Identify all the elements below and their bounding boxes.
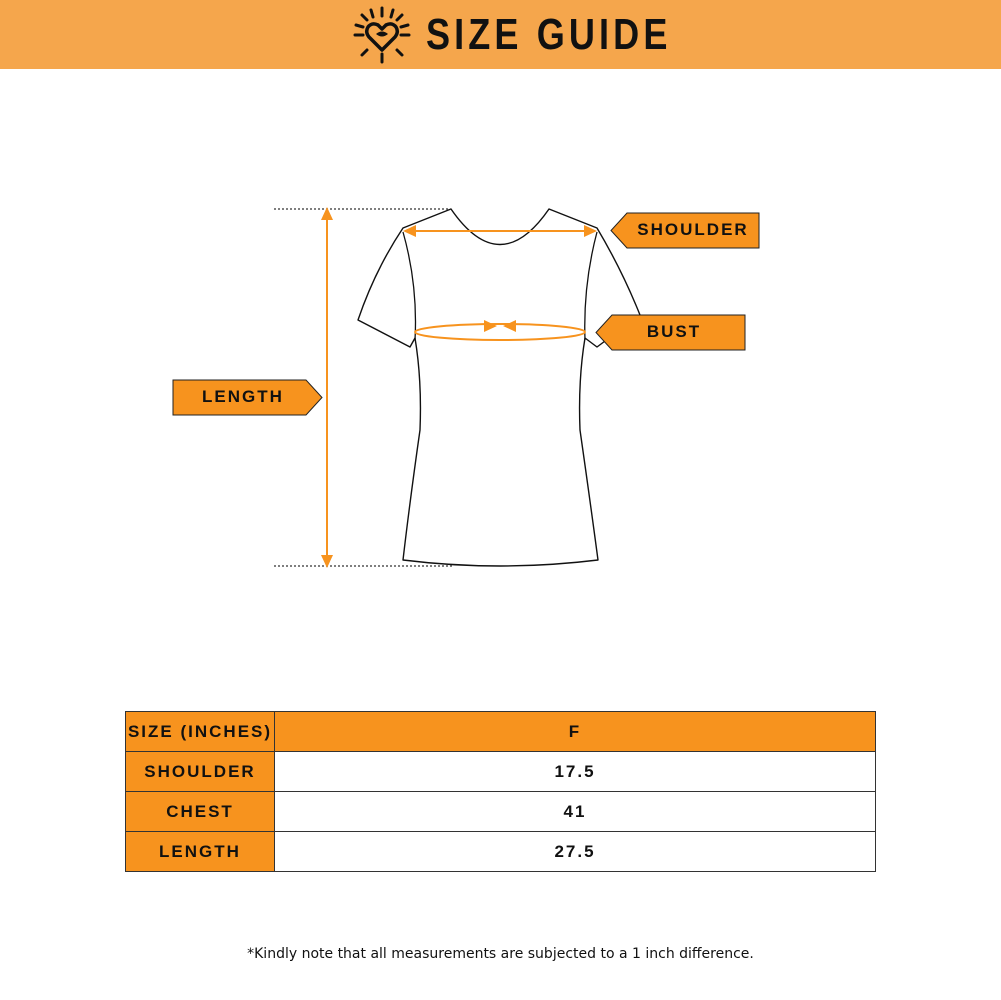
row-label: CHEST: [126, 792, 275, 832]
length-label: LENGTH: [202, 387, 284, 406]
row-label: LENGTH: [126, 832, 275, 872]
shoulder-label: SHOULDER: [637, 220, 749, 239]
tshirt-outline: [358, 209, 640, 566]
row-label: SHOULDER: [126, 752, 275, 792]
row-value: 41: [275, 792, 876, 832]
table-header-row: [126, 712, 876, 752]
length-arrow: [321, 207, 333, 568]
bust-label: BUST: [646, 322, 702, 341]
row-value: 27.5: [275, 832, 876, 872]
table-row: [126, 832, 876, 872]
size-units-header: SIZE (INCHES): [126, 712, 275, 752]
page-title: SIZE GUIDE: [426, 10, 672, 59]
table-row: [126, 752, 876, 792]
size-table: [125, 711, 876, 872]
size-column-header: F: [275, 712, 876, 752]
footer-note: *Kindly note that all measurements are subjected to a 1 inch difference.: [247, 946, 754, 962]
row-value: 17.5: [275, 752, 876, 792]
table-row: [126, 792, 876, 832]
